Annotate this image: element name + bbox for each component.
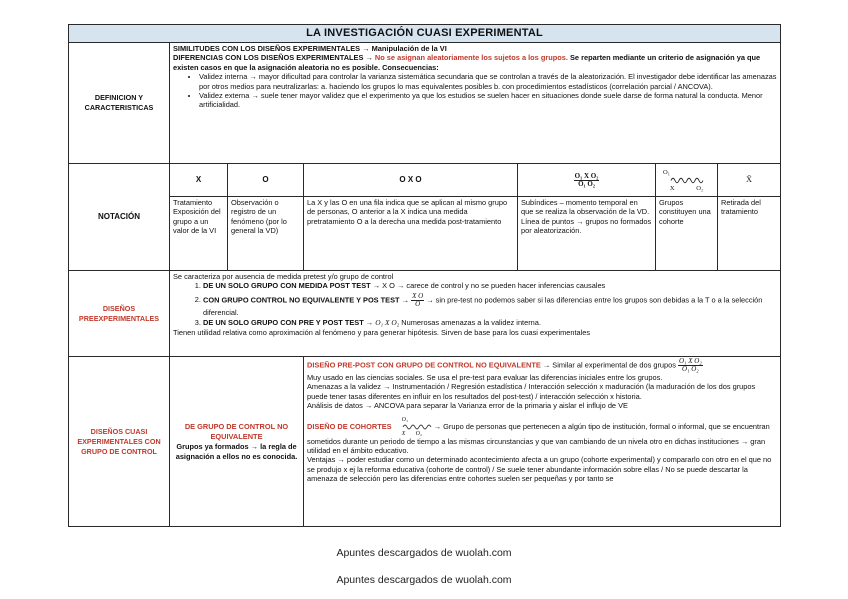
pre-item-3-title: DE UN SOLO GRUPO CON PRE Y POST TEST → xyxy=(203,318,376,328)
cohort-o1: O₁ xyxy=(663,168,670,176)
pre-item-2-den: O xyxy=(415,299,421,308)
preexperimentales-label: DISEÑOS PREEXPERIMENTALES xyxy=(69,271,170,357)
prepost-num: O₁ X O₂ xyxy=(679,357,702,365)
pre-item-2-desc: → sin pre-test no podemos saber si las diferencias entre los grupos son debidas a la T o a la selección diferencial. xyxy=(203,295,763,317)
prepost-line xyxy=(307,358,777,373)
pre-intro: Se caracteriza por ausencia de medida pretest y/o grupo de control xyxy=(173,272,394,281)
prepost-desc: → Similar al experimental de dos grupos xyxy=(540,360,678,370)
cohort-line xyxy=(307,417,777,456)
summary-table xyxy=(68,24,781,527)
consecuencias-list xyxy=(173,72,777,110)
fraction-num: O₁ X O₂ xyxy=(574,171,599,180)
prepost-line-3: Amenazas a la validez → Instrumentación / Regresión estadística / Interacción selección x maduración (la maduración de los dos grupos puede tener tasas diferentes en influir en los resultados del post-test) / interacción selección x historia. xyxy=(307,382,756,401)
prepost-den: O₁ O₂ xyxy=(682,365,699,373)
footer-credit-2: Apuntes descargados de wuolah.com xyxy=(336,574,512,586)
cohort-desc: → Grupo de personas que pertenecen a algún tipo de institución, formal o informal, que se encuentran sometidos durante un periodo de tiempo a las mismas circunstancias y que van cambiando de un nivela otro en dichas instituciones → gran utilidad en el ámbito educativo. xyxy=(307,421,770,456)
fraction-symbol xyxy=(574,173,600,188)
notacion-desc-o: Observación o registro de un fenómeno (por lo general la VD) xyxy=(228,197,304,271)
pre-list xyxy=(173,281,777,327)
cohort-o2: O₂ xyxy=(696,184,704,192)
pre-item-2-title: CON GRUPO CONTROL NO EQUIVALENTE Y POS TEST → xyxy=(203,295,412,305)
cohort-symbol-o2: O₂ xyxy=(415,430,423,437)
pre-item-3-symbol: O₁ X O₂ xyxy=(375,318,400,328)
pre-item-2-fraction xyxy=(411,293,424,308)
notacion-head-x: X xyxy=(170,164,228,197)
pre-item-2-num: X O xyxy=(412,291,424,300)
prepost-line-4: Análisis de datos → ANCOVA para separar la Varianza error de la primaria y aislar el influjo de VE xyxy=(307,401,628,411)
cohort-wave-icon xyxy=(670,176,704,185)
cuasi-content xyxy=(304,357,781,527)
bullet-validez-interna: • Validez interna → mayor dificultad para controlar la varianza sistemática secundaria que se controlan a través de la aleatorización. El investigador debe identificar las amenazas por otros medios para neutralizarlas: a. haciendo los grupos lo mas equivalentes posibles b. con procedimientos estadísticos (correlación parcial / ANCOVA). xyxy=(199,72,777,91)
cohort-wave-small-icon xyxy=(402,423,432,431)
similitudes-line: SIMILITUDES CON LOS DISEÑOS EXPERIMENTALES → Manipulación de la VI xyxy=(173,44,447,53)
preexperimentales-content xyxy=(170,271,781,357)
bullet-validez-externa: • Validez externa → suele tener mayor validez que el experimento ya que los estudios se suelen hacer en situaciones donde suele darse de forma natural la conducta. Menor artificialidad. xyxy=(199,91,777,110)
notacion-head-xbar: X̄ xyxy=(718,164,781,197)
page-title: LA INVESTIGACIÓN CUASI EXPERIMENTAL xyxy=(69,25,781,43)
diferencias-rest: Se reparten mediante un criterio de asignación ya que existen casos en que la asignación aleatoria no es posible. Consecuencias: xyxy=(173,53,761,72)
pre-item-3 xyxy=(203,318,777,327)
notacion-desc-cohort: Grupos constituyen una cohorte xyxy=(656,197,718,271)
fraction-den: O₁ O₂ xyxy=(578,179,595,188)
cohort-title: DISEÑO DE COHORTES xyxy=(307,421,392,431)
pre-item-2 xyxy=(203,293,777,317)
cohort-symbol-o1: O₁ xyxy=(401,416,409,423)
definicion-label: DEFINICION Y CARACTERISTICAS xyxy=(69,43,170,164)
prepost-fraction xyxy=(678,358,703,373)
diferencias-heading: DIFERENCIAS CON LOS DISEÑOS EXPERIMENTALES → xyxy=(173,53,375,63)
prepost-title: DISEÑO PRE-POST CON GRUPO DE CONTROL NO EQUIVALENTE xyxy=(307,360,541,370)
notacion-desc-xbar: Retirada del tratamiento xyxy=(718,197,781,271)
pre-item-1 xyxy=(203,281,777,290)
notacion-desc-oxo: La X y las O en una fila indica que se aplican al mismo grupo de personas, O anterior a la X indica una medida pretratamiento O a la derecha una medida post-tratamiento xyxy=(304,197,518,271)
notacion-desc-subindices: Subíndices – momento temporal en que se realiza la observación de la VD. Línea de puntos → grupos no formados por aleatorización. xyxy=(518,197,656,271)
cohort-x: X xyxy=(669,184,675,192)
pre-item-3-desc: Numerosas amenazas a la validez interna. xyxy=(399,318,541,328)
notacion-desc-x: Tratamiento Exposición del grupo a un valor de la VI xyxy=(170,197,228,271)
cohort-symbol xyxy=(402,417,432,437)
notacion-head-o: O xyxy=(228,164,304,197)
cohort-line-2: Ventajas → poder estudiar como un determinado acontecimiento afecta a un grupo (cohorte experimental) y compararlo con otro en el que no se produjo x ej la reforma educativa (cohorte de control) / Se suele tener abundante información sobre ellas / No se puede descartar la amenaza de selección pero las diferencias entre cohortes suelen ser pequeñas y por tanto se xyxy=(307,455,772,484)
pre-item-1-desc: → carece de control y no se pueden hacer inferencias causales xyxy=(394,281,606,291)
pre-item-1-symbol: X O xyxy=(382,281,395,291)
document-table-wrapper xyxy=(68,24,780,527)
diferencias-line xyxy=(173,53,777,72)
cuasi-label: DISEÑOS CUASI EXPERIMENTALES CON GRUPO DE CONTROL xyxy=(69,357,170,527)
notacion-label: NOTACIÓN xyxy=(69,164,170,271)
notacion-head-fraction xyxy=(518,164,656,197)
cuasi-sublabel xyxy=(170,357,304,527)
cuasi-sublabel-red: DE GRUPO DE CONTROL NO EQUIVALENTE xyxy=(184,421,289,441)
definicion-content xyxy=(170,43,781,164)
footer-credit-1: Apuntes descargados de wuolah.com xyxy=(336,547,512,559)
prepost-line-2: Muy usado en las ciencias sociales. Se usa el pre-test para evaluar las diferencias iniciales entre los grupos. xyxy=(307,373,663,382)
cuasi-sublabel-note: Grupos ya formados → la regla de asignación a ellos no es conocida. xyxy=(175,441,298,461)
notacion-head-oxo: O X O xyxy=(304,164,518,197)
notacion-head-cohort xyxy=(656,164,718,197)
cohort-symbol-x: X xyxy=(401,430,406,437)
pre-outro: Tienen utilidad relativa como aproximación al fenómeno y para generar hipótesis. Sirven de base para los cuasi experimentales xyxy=(173,327,591,337)
pre-item-1-title: DE UN SOLO GRUPO CON MEDIDA POST TEST → xyxy=(203,281,383,291)
diferencias-red-text: No se asignan aleatoriamente los sujetos a los grupos. xyxy=(374,53,568,63)
